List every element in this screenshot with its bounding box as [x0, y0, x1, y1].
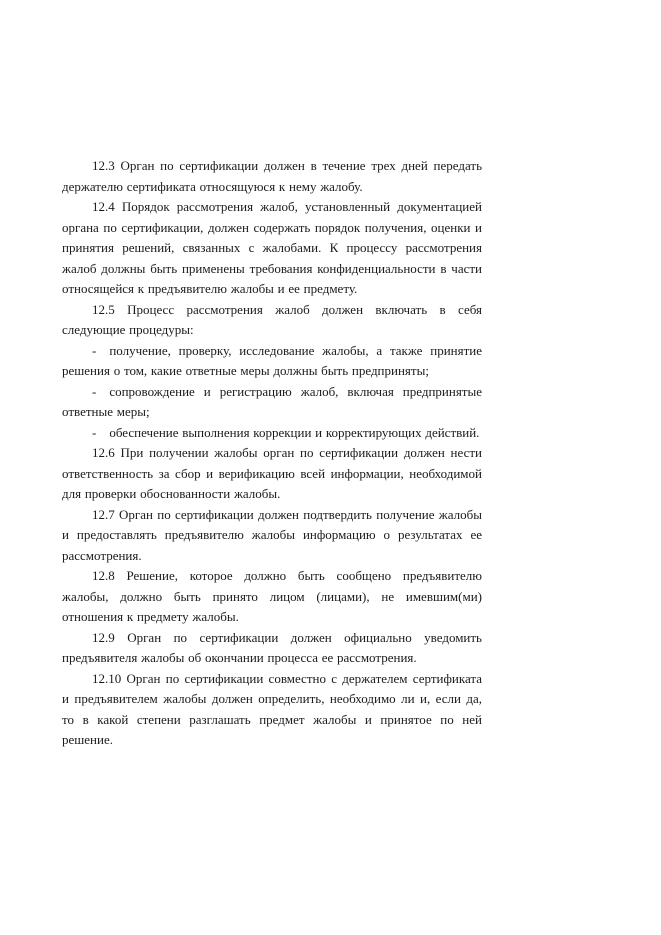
document-text-block — [62, 156, 482, 751]
bullet-item-2: - сопровождение и регистрацию жалоб, включая предпринятые ответные меры; — [62, 383, 482, 419]
bullet-item-3: - обеспечение выполнения коррекции и корректирующих действий. — [92, 424, 480, 440]
bullet-item-1: - получение, проверку, исследование жалобы, а также принятие решения о том, какие ответные меры должны быть предприняты; — [62, 342, 482, 378]
paragraph-12-8: 12.8 Решение, которое должно быть сообщено предъявителю жалобы, должно быть принято лицом (лицами), не имевшим(ми) отношения к предмету жалобы. — [62, 568, 482, 624]
paragraph-12-4: 12.4 Порядок рассмотрения жалоб, установленный документацией органа по сертификации, должен содержать порядок получения, оценки и принятия решений, связанных с жалобами. К процессу рассмотрения жалоб должны быть применены требования конфиденциальности в части относящейся к предъявителю жалобы и ее предмету. — [62, 199, 482, 296]
paragraph-12-6: 12.6 При получении жалобы орган по сертификации должен нести ответственность за сбор и верификацию всей информации, необходимой для проверки обоснованности жалобы. — [62, 445, 482, 501]
paragraph-12-10: 12.10 Орган по сертификации совместно с держателем сертификата и предъявителем жалобы должен определить, необходимо ли и, если да, то в какой степени разглашать предмет жалобы и принятое по ней решение. — [62, 670, 482, 747]
paragraph-12-7: 12.7 Орган по сертификации должен подтвердить получение жалобы и предоставлять предъявителю жалобы информацию о результатах ее рассмотрения. — [62, 506, 482, 563]
paragraph-12-3: 12.3 Орган по сертификации должен в течение трех дней передать держателю сертификата относящуюся к нему жалобу. — [62, 158, 482, 194]
paragraph-12-5: 12.5 Процесс рассмотрения жалоб должен включать в себя следующие процедуры: — [62, 301, 482, 337]
paragraph-12-9: 12.9 Орган по сертификации должен официально уведомить предъявителя жалобы об окончании процесса ее рассмотрения. — [62, 629, 482, 665]
